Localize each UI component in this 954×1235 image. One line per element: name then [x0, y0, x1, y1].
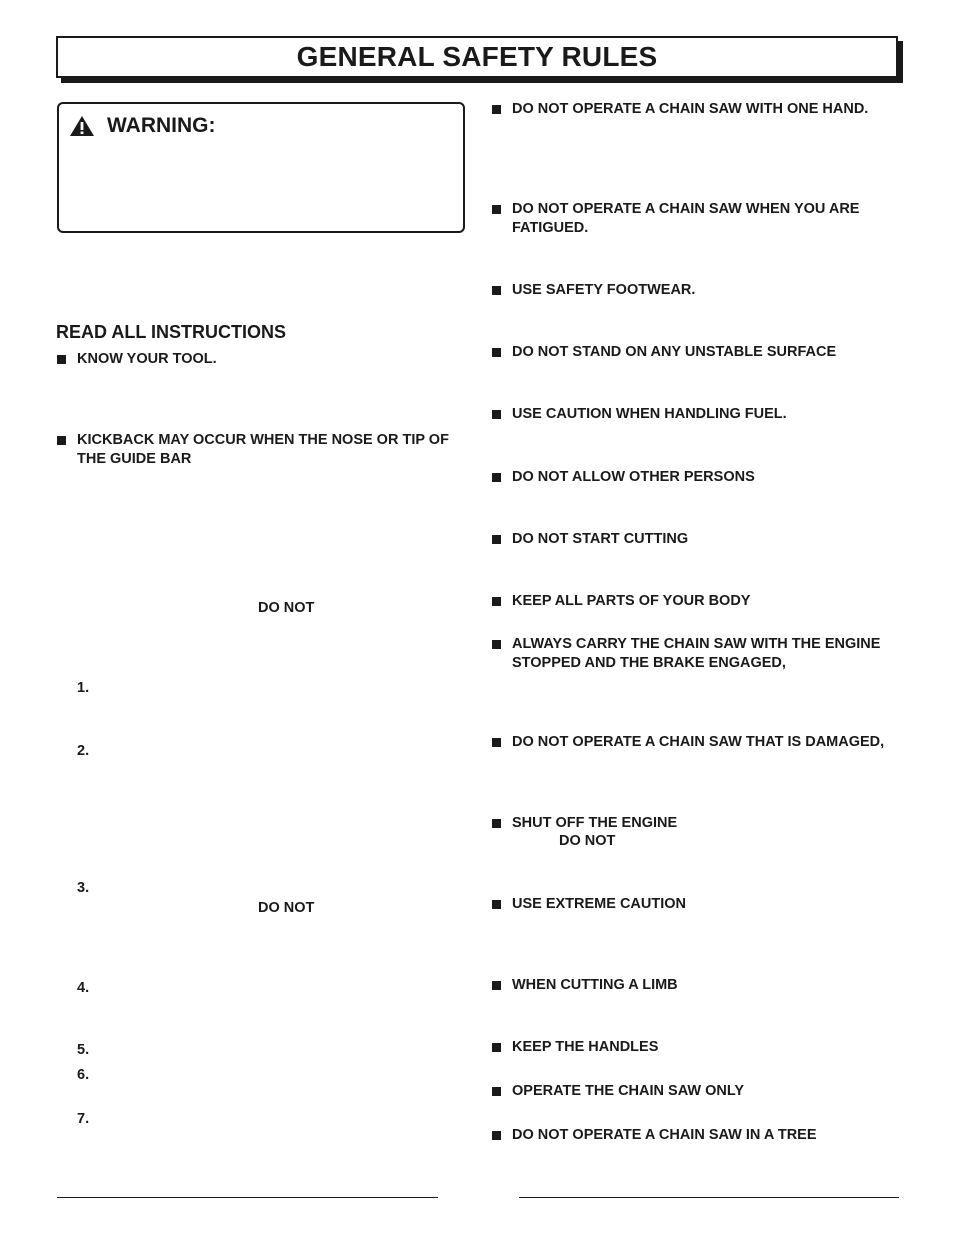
square-bullet-icon [492, 738, 501, 747]
warning-triangle-icon [69, 115, 95, 137]
list-item-text: DO NOT ALLOW OTHER PERSONS [512, 469, 755, 485]
square-bullet-icon [492, 981, 501, 990]
square-bullet-icon [492, 286, 501, 295]
step-number: 1. [77, 680, 90, 696]
list-item [57, 431, 457, 468]
list-item [492, 895, 897, 914]
list-item-text: KEEP ALL PARTS OF YOUR BODY [512, 593, 751, 609]
square-bullet-icon [492, 900, 501, 909]
section-heading: READ ALL INSTRUCTIONS [56, 322, 287, 342]
square-bullet-icon [57, 355, 66, 364]
list-item-text: OPERATE THE CHAIN SAW ONLY [512, 1083, 745, 1099]
square-bullet-icon [57, 436, 66, 445]
square-bullet-icon [492, 105, 501, 114]
list-item [492, 976, 897, 995]
list-item [492, 733, 897, 752]
square-bullet-icon [492, 1131, 501, 1140]
list-item [492, 468, 897, 487]
square-bullet-icon [492, 640, 501, 649]
list-item-text: ALWAYS CARRY THE CHAIN SAW WITH THE ENGINE STOPPED AND THE BRAKE ENGAGED, [512, 636, 881, 671]
list-item [492, 1126, 897, 1145]
step-number: 6. [77, 1067, 90, 1083]
square-bullet-icon [492, 1087, 501, 1096]
step-number: 7. [77, 1111, 90, 1127]
list-item [492, 200, 897, 237]
list-item [492, 281, 897, 300]
step-number: 3. [77, 880, 90, 896]
warning-label: WARNING: [107, 114, 216, 137]
list-item-text: KEEP THE HANDLES [512, 1039, 659, 1055]
do-not-text: DO NOT [258, 900, 315, 916]
list-item [492, 405, 897, 424]
list-item-text: USE EXTREME CAUTION [512, 896, 687, 912]
list-item-text: WHEN CUTTING A LIMB [512, 977, 678, 993]
list-item [492, 1082, 897, 1101]
footer-divider-left [57, 1197, 438, 1198]
list-item-text: DO NOT OPERATE A CHAIN SAW IN A TREE [512, 1127, 817, 1143]
list-item-text: KICKBACK MAY OCCUR WHEN THE NOSE OR TIP OF THE GUIDE BAR [77, 432, 449, 467]
title-banner [56, 36, 898, 78]
list-item-text: USE CAUTION WHEN HANDLING FUEL. [512, 406, 787, 422]
do-not-text: DO NOT [258, 600, 315, 616]
list-item-text: DO NOT OPERATE A CHAIN SAW THAT IS DAMAGED, [512, 734, 885, 750]
list-item [492, 592, 897, 611]
list-item-text: DO NOT OPERATE A CHAIN SAW WITH ONE HAND. [512, 101, 869, 117]
do-not-text: DO NOT [559, 833, 616, 849]
list-item [57, 350, 457, 369]
list-item-text: SHUT OFF THE ENGINE [512, 815, 678, 831]
list-item [492, 530, 897, 549]
list-item [492, 100, 897, 119]
list-item-text: DO NOT OPERATE A CHAIN SAW WHEN YOU ARE FATIGUED. [512, 201, 860, 236]
square-bullet-icon [492, 348, 501, 357]
square-bullet-icon [492, 535, 501, 544]
square-bullet-icon [492, 597, 501, 606]
warning-header [69, 114, 216, 138]
step-number: 2. [77, 743, 90, 759]
page-title: GENERAL SAFETY RULES [296, 41, 658, 72]
list-item-text: DO NOT STAND ON ANY UNSTABLE SURFACE [512, 344, 837, 360]
list-item-text: DO NOT START CUTTING [512, 531, 689, 547]
step-number: 4. [77, 980, 90, 996]
list-item-text: KNOW YOUR TOOL. [77, 351, 217, 367]
square-bullet-icon [492, 819, 501, 828]
square-bullet-icon [492, 1043, 501, 1052]
list-item-text: USE SAFETY FOOTWEAR. [512, 282, 696, 298]
list-item [492, 814, 897, 833]
list-item [492, 1038, 897, 1057]
square-bullet-icon [492, 410, 501, 419]
list-item [492, 343, 897, 362]
footer-divider-right [519, 1197, 899, 1198]
list-item [492, 635, 897, 672]
square-bullet-icon [492, 205, 501, 214]
step-number: 5. [77, 1042, 90, 1058]
square-bullet-icon [492, 473, 501, 482]
warning-box [57, 102, 465, 233]
